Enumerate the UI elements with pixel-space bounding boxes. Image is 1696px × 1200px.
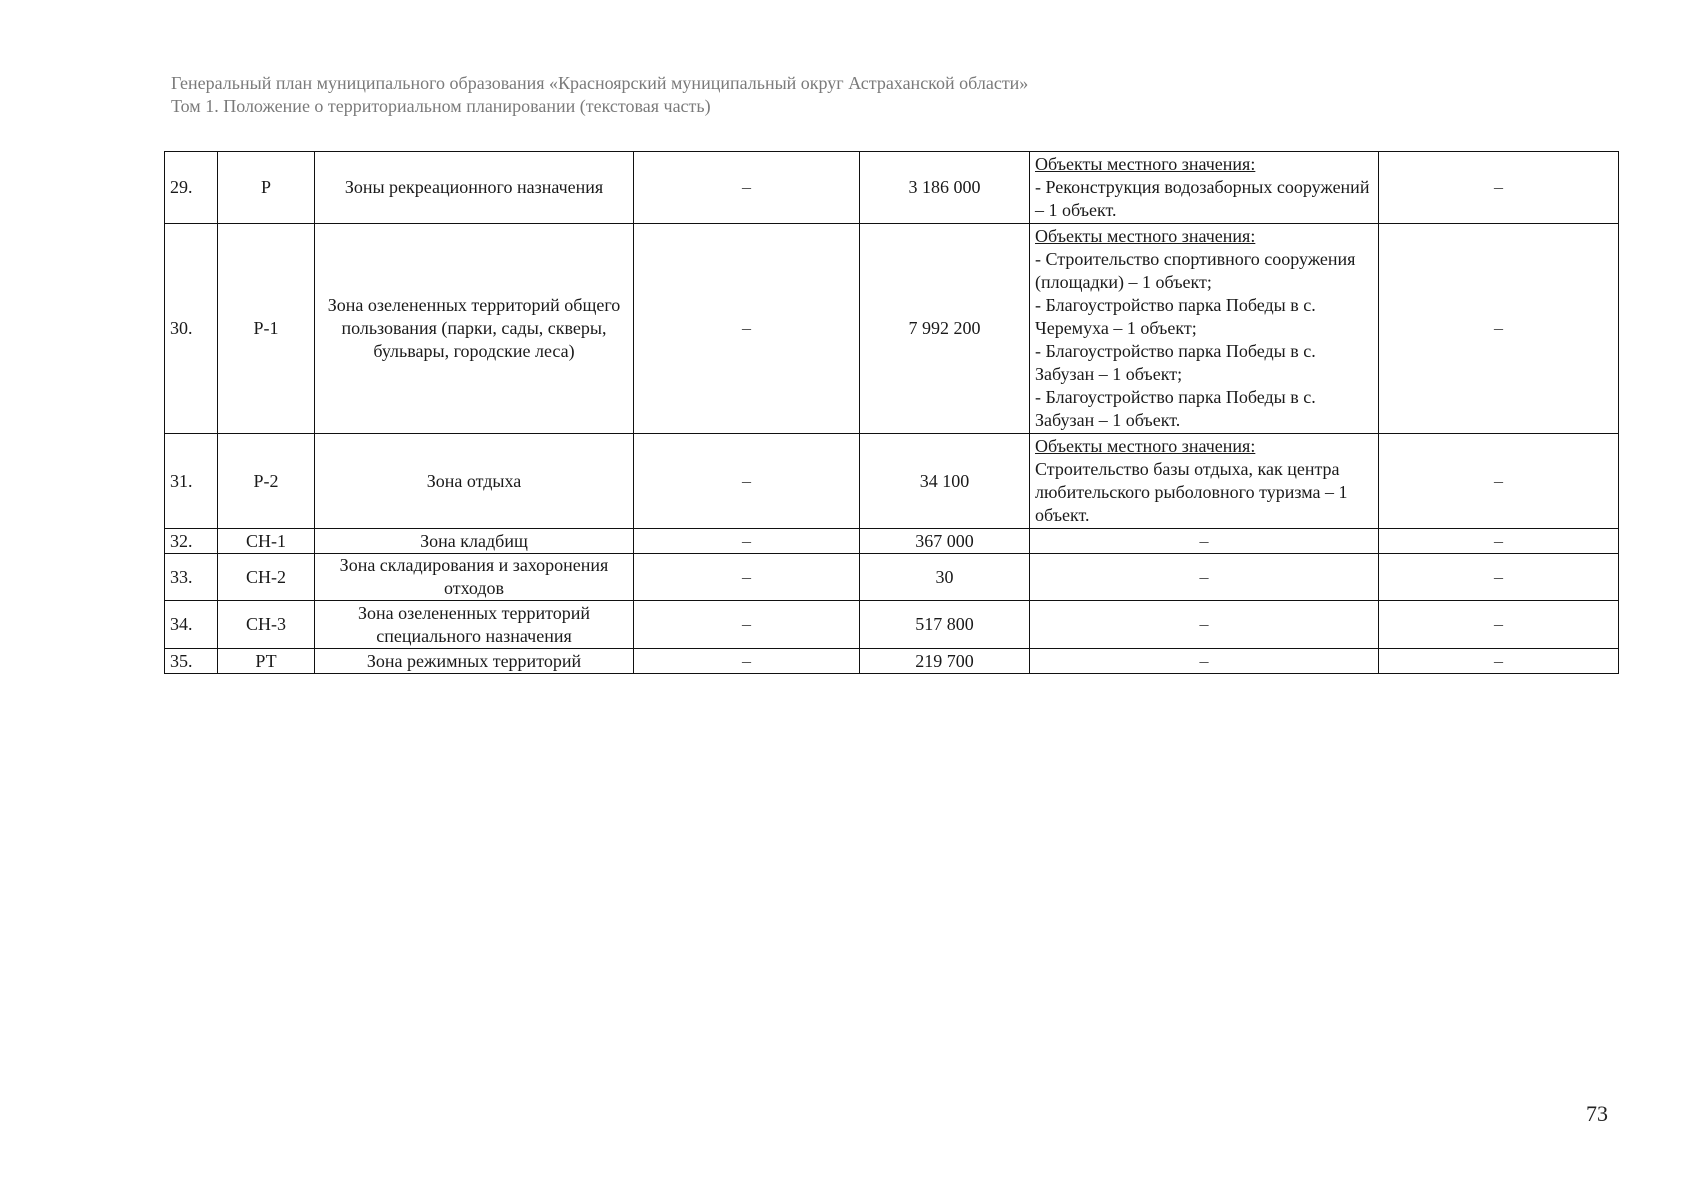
- zone-name: Зона озелененных территорий общего пользования (парки, сады, скверы, бульвары, городские леса): [315, 224, 634, 434]
- row-number: 34.: [165, 601, 218, 649]
- zone-area: 30: [860, 554, 1030, 601]
- objects-cell: [1030, 434, 1379, 529]
- zone-area: 367 000: [860, 529, 1030, 554]
- zone-area: 517 800: [860, 601, 1030, 649]
- zone-code: СН-3: [218, 601, 315, 649]
- zone-code: Р-2: [218, 434, 315, 529]
- objects-heading: Объекты местного значения:: [1035, 436, 1256, 456]
- document-header: [171, 72, 1028, 118]
- zone-area: 7 992 200: [860, 224, 1030, 434]
- empty-value: –: [1379, 434, 1619, 529]
- object-item: - Строительство спортивного сооружения (площадки) – 1 объект;: [1035, 249, 1356, 292]
- objects-heading: Объекты местного значения:: [1035, 226, 1256, 246]
- row-number: 30.: [165, 224, 218, 434]
- table-row: [165, 152, 1619, 224]
- zone-name: Зона режимных территорий: [315, 649, 634, 674]
- table-row: [165, 434, 1619, 529]
- empty-value: –: [634, 434, 860, 529]
- objects-cell: –: [1030, 554, 1379, 601]
- zone-name: Зона кладбищ: [315, 529, 634, 554]
- object-item: Строительство базы отдыха, как центра любительского рыболовного туризма – 1 объект.: [1035, 459, 1348, 525]
- zone-code: РТ: [218, 649, 315, 674]
- zone-area: 34 100: [860, 434, 1030, 529]
- table-row: [165, 649, 1619, 674]
- empty-value: –: [634, 224, 860, 434]
- empty-value: –: [1379, 529, 1619, 554]
- empty-value: –: [1379, 224, 1619, 434]
- table-row: [165, 529, 1619, 554]
- empty-value: –: [1379, 554, 1619, 601]
- empty-value: –: [1379, 649, 1619, 674]
- objects-heading: Объекты местного значения:: [1035, 154, 1256, 174]
- empty-value: –: [1379, 152, 1619, 224]
- table-row: [165, 554, 1619, 601]
- empty-value: –: [634, 152, 860, 224]
- empty-value: –: [634, 601, 860, 649]
- header-line-1: Генеральный план муниципального образования «Красноярский муниципальный округ Астраханской области»: [171, 73, 1029, 93]
- zone-name: Зона складирования и захоронения отходов: [315, 554, 634, 601]
- header-line-2: Том 1. Положение о территориальном планировании (текстовая часть): [171, 96, 711, 116]
- zone-code: СН-1: [218, 529, 315, 554]
- object-item: - Благоустройство парка Победы в с. Забузан – 1 объект;: [1035, 341, 1316, 384]
- zone-area: 219 700: [860, 649, 1030, 674]
- zone-code: Р: [218, 152, 315, 224]
- object-item: - Реконструкция водозаборных сооружений – 1 объект.: [1035, 177, 1370, 220]
- zone-name: Зоны рекреационного назначения: [315, 152, 634, 224]
- row-number: 31.: [165, 434, 218, 529]
- row-number: 33.: [165, 554, 218, 601]
- zones-table: [164, 151, 1619, 674]
- zone-name: Зона отдыха: [315, 434, 634, 529]
- object-item: - Благоустройство парка Победы в с. Черемуха – 1 объект;: [1035, 295, 1316, 338]
- table-row: [165, 601, 1619, 649]
- row-number: 29.: [165, 152, 218, 224]
- table-row: [165, 224, 1619, 434]
- objects-cell: [1030, 224, 1379, 434]
- empty-value: –: [634, 529, 860, 554]
- objects-cell: –: [1030, 601, 1379, 649]
- row-number: 32.: [165, 529, 218, 554]
- zone-code: СН-2: [218, 554, 315, 601]
- row-number: 35.: [165, 649, 218, 674]
- page-number: 73: [1586, 1101, 1608, 1126]
- zone-name: Зона озелененных территорий специального назначения: [315, 601, 634, 649]
- empty-value: –: [634, 554, 860, 601]
- empty-value: –: [1379, 601, 1619, 649]
- objects-cell: [1030, 152, 1379, 224]
- objects-cell: –: [1030, 649, 1379, 674]
- zone-area: 3 186 000: [860, 152, 1030, 224]
- empty-value: –: [634, 649, 860, 674]
- object-item: - Благоустройство парка Победы в с. Забузан – 1 объект.: [1035, 387, 1316, 430]
- objects-cell: –: [1030, 529, 1379, 554]
- zone-code: Р-1: [218, 224, 315, 434]
